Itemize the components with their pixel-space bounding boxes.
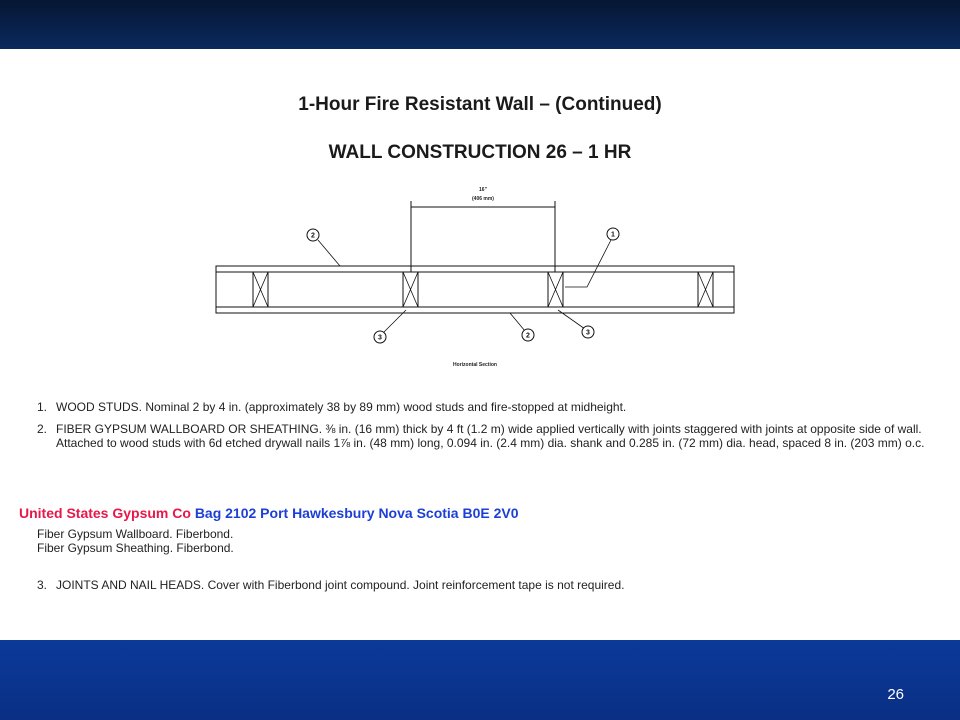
svg-text:2: 2 — [311, 232, 315, 240]
item-number: 3. — [37, 578, 48, 592]
item-list — [37, 400, 937, 458]
bottom-band — [0, 640, 960, 720]
manufacturer-line — [19, 505, 519, 521]
dimension-label: 16" — [479, 187, 487, 193]
svg-text:2: 2 — [526, 332, 530, 340]
item-text: WOOD STUDS. Nominal 2 by 4 in. (approximately 38 by 89 mm) wood studs and fire-stopped at midheight. — [56, 400, 627, 414]
list-item — [37, 578, 937, 592]
wallboard-bottom — [216, 307, 734, 313]
manufacturer-address: Bag 2102 Port Hawkesbury Nova Scotia B0E 2V0 — [194, 505, 519, 521]
page-number: 26 — [887, 686, 904, 703]
list-item — [37, 400, 937, 414]
section-label: Horizontal Section — [453, 362, 497, 368]
item-number: 2. — [37, 422, 48, 436]
callout-marker — [607, 228, 619, 240]
callout-marker — [522, 329, 534, 341]
product-item: Fiber Gypsum Sheathing. Fiberbond. — [37, 541, 234, 555]
dimension-sub-label: (406 mm) — [472, 196, 494, 202]
product-list — [37, 527, 234, 555]
slide-title: 1-Hour Fire Resistant Wall – (Continued) — [298, 94, 662, 115]
stud — [698, 272, 713, 307]
callout-marker — [582, 326, 594, 338]
wallboard-top — [216, 266, 734, 272]
product-item: Fiber Gypsum Wallboard. Fiberbond. — [37, 527, 234, 541]
stud — [548, 272, 563, 307]
svg-text:1: 1 — [611, 231, 615, 239]
slide-subtitle: WALL CONSTRUCTION 26 – 1 HR — [328, 142, 632, 163]
list-item — [37, 422, 937, 450]
callout-marker — [307, 229, 319, 241]
callout-marker — [374, 331, 386, 343]
manufacturer-name: United States Gypsum Co — [19, 505, 191, 521]
svg-text:3: 3 — [378, 334, 382, 342]
stud — [403, 272, 418, 307]
item-number: 1. — [37, 400, 48, 414]
svg-text:3: 3 — [586, 329, 590, 337]
item-text: FIBER GYPSUM WALLBOARD OR SHEATHING. ⅜ in. (16 mm) thick by 4 ft (1.2 m) wide applied vertically with joints staggered with joints at opposite side of wall. Attached to wood studs with 6d etched drywall nails 1⅞ in. (48 mm) long, 0.094 in. (2.4 mm) dia. shank and 0.285 in. (72 mm) dia. head, spaced 8 in. (203 mm) o.c. — [56, 422, 925, 450]
stud — [253, 272, 268, 307]
item-text: JOINTS AND NAIL HEADS. Cover with Fiberbond joint compound. Joint reinforcement tape is not required. — [56, 578, 625, 592]
